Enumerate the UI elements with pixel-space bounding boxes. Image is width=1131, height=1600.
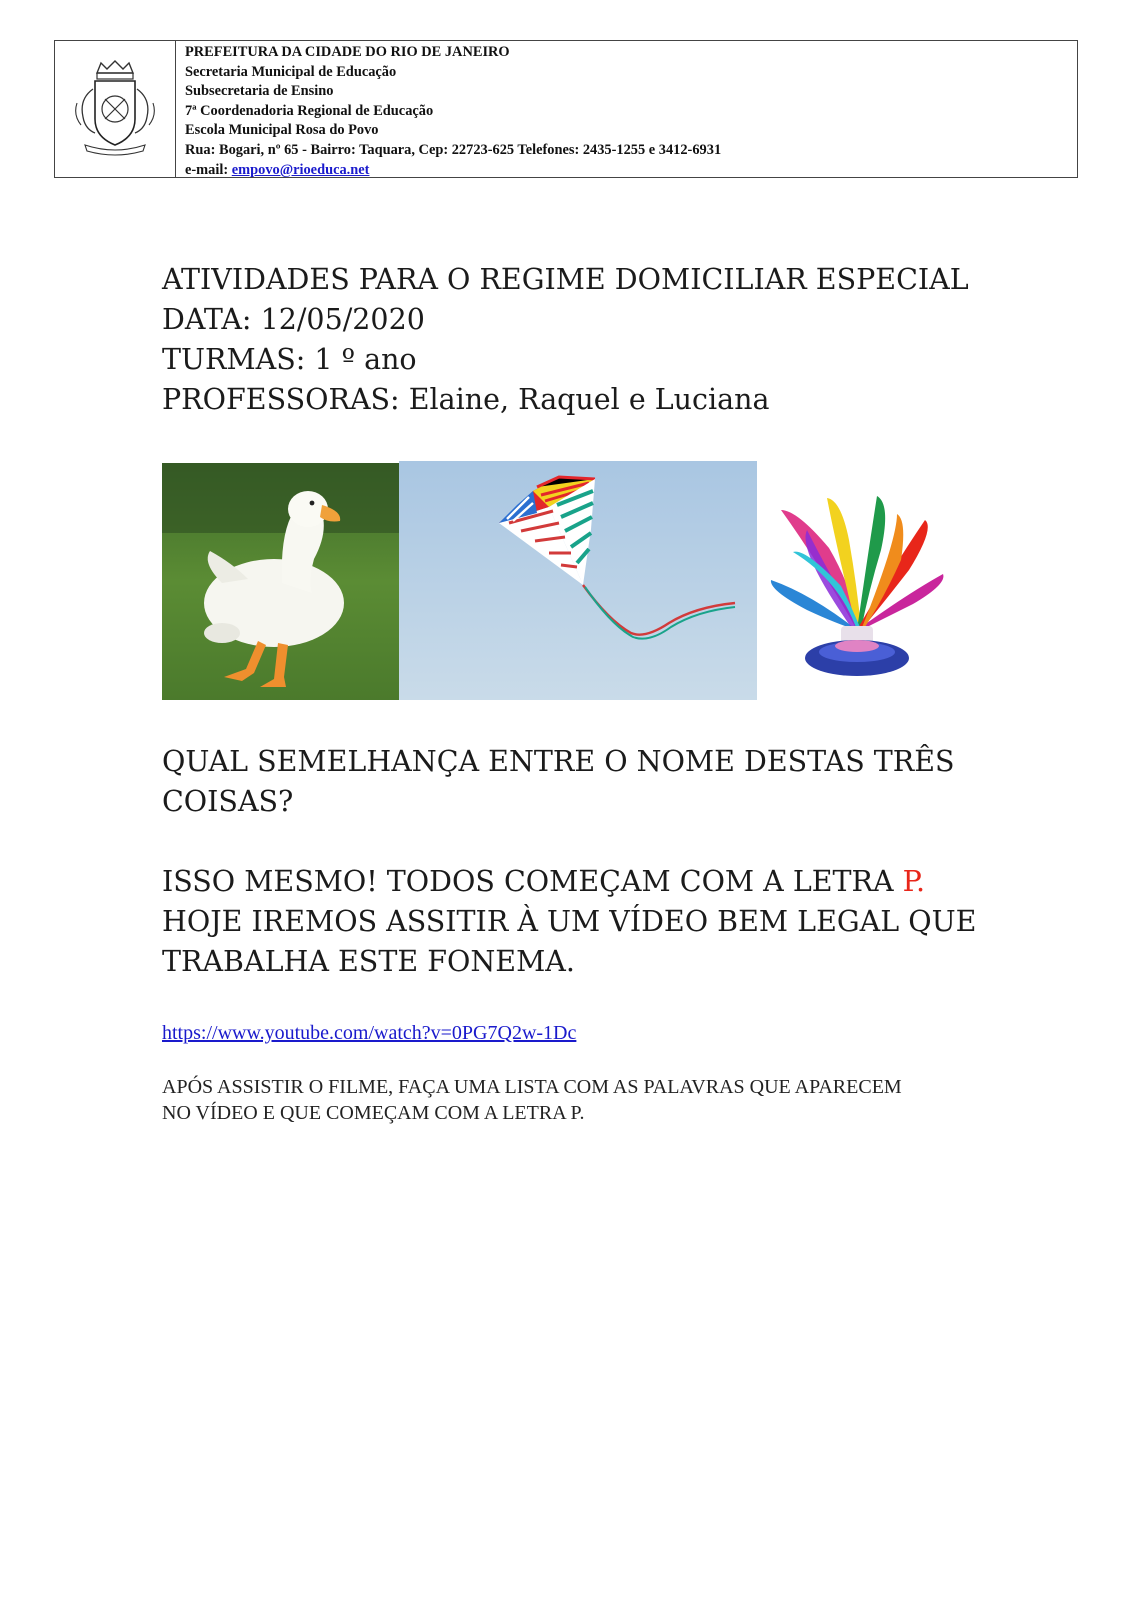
video-link[interactable]: https://www.youtube.com/watch?v=0PG7Q2w-1Dc xyxy=(162,1022,577,1044)
header-text xyxy=(185,43,721,180)
header-email-row xyxy=(185,161,721,181)
activity-teachers: PROFESSORAS: Elaine, Raquel e Luciana xyxy=(162,383,770,416)
header-subsecretaria: Subsecretaria de Ensino xyxy=(185,83,334,100)
crest-cell xyxy=(55,41,176,177)
activity-title: ATIVIDADES PARA O REGIME DOMICILIAR ESPECIAL xyxy=(162,263,969,296)
email-link[interactable]: empovo@rioeduca.net xyxy=(231,161,370,178)
question-text: QUAL SEMELHANÇA ENTRE O NOME DESTAS TRÊS COISAS? xyxy=(162,745,955,818)
email-label: e-mail: xyxy=(185,161,232,178)
activity-class: TURMAS: 1 º ano xyxy=(162,343,417,376)
activity-title-block xyxy=(162,260,969,420)
header-secretaria: Secretaria Municipal de Educação xyxy=(185,63,397,80)
letterhead xyxy=(54,40,1078,178)
header-escola: Escola Municipal Rosa do Povo xyxy=(185,122,379,139)
header-address: Rua: Bogari, nº 65 - Bairro: Taquara, Cep: 22723-625 Telefones: 2435-1255 e 3412-6931 xyxy=(185,141,722,158)
header-prefeitura: PREFEITURA DA CIDADE DO RIO DE JANEIRO xyxy=(185,44,510,60)
activity-date: DATA: 12/05/2020 xyxy=(162,303,425,336)
city-coat-of-arms-icon xyxy=(67,59,163,159)
kite-picture xyxy=(399,461,757,700)
answer-intro: ISSO MESMO! TODOS COMEÇAM COM A LETRA xyxy=(162,865,903,898)
highlight-letter: P. xyxy=(902,865,926,898)
answer-video-intro: HOJE IREMOS ASSITIR À UM VÍDEO BEM LEGAL QUE TRABALHA ESTE FONEMA. xyxy=(162,905,977,978)
duck-picture xyxy=(162,463,399,700)
instructions-text: APÓS ASSISTIR O FILME, FAÇA UMA LISTA COM AS PALAVRAS QUE APARECEM NO VÍDEO E QUE COMEÇAM COM A LETRA P. xyxy=(162,1076,902,1124)
header-coordenadoria: 7ª Coordenadoria Regional de Educação xyxy=(185,102,434,119)
answer-block xyxy=(162,862,982,982)
peteca-picture xyxy=(757,490,957,687)
